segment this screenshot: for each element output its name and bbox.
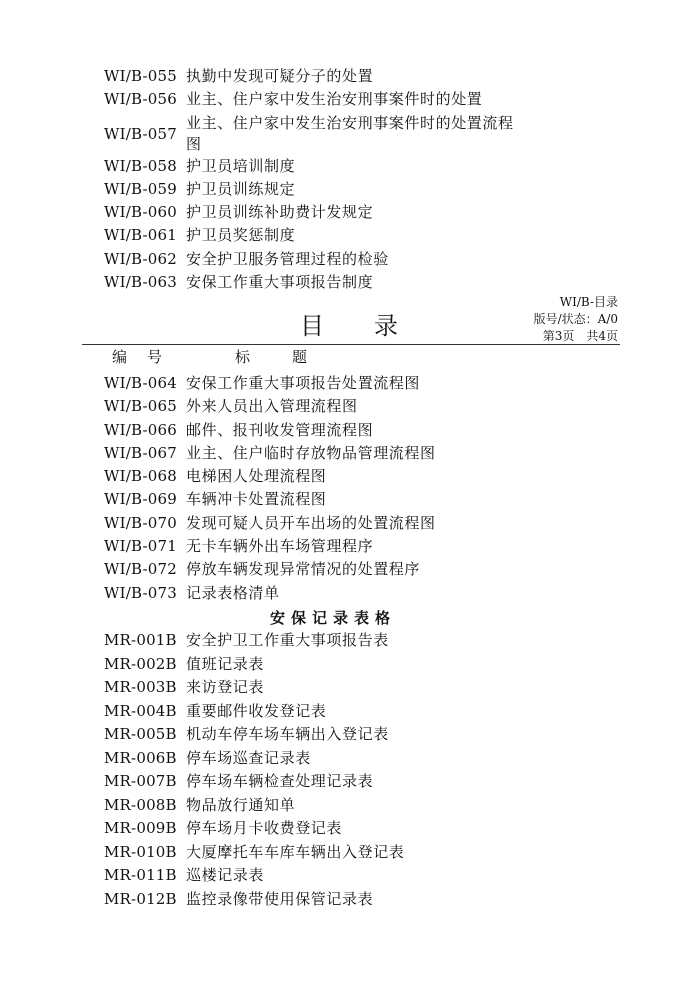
list-item — [104, 582, 436, 605]
page-title: 目录 — [300, 314, 448, 340]
item-title: 大厦摩托车车库车辆出入登记表 — [186, 842, 405, 861]
item-title: 车辆冲卡处置流程图 — [186, 490, 327, 509]
page-number: 第3页 共4页 — [542, 329, 618, 343]
item-code: WI/B-060 — [104, 203, 177, 222]
list-item — [104, 395, 436, 418]
item-title: 发现可疑人员开车出场的处置流程图 — [186, 513, 436, 532]
item-code: WI/B-059 — [104, 179, 177, 198]
item-code: WI/B-056 — [104, 90, 177, 109]
item-title: 电梯困人处理流程图 — [186, 467, 327, 486]
list-item — [104, 700, 404, 724]
item-title: 安全护卫工作重大事项报告表 — [186, 631, 389, 649]
item-title: 巡楼记录表 — [186, 866, 265, 884]
item-code: MR-003B — [104, 678, 177, 696]
item-title: 安全护卫服务管理过程的检验 — [186, 249, 389, 268]
list-item — [104, 747, 404, 771]
list-item — [104, 465, 436, 488]
item-title: 邮件、报刊收发管理流程图 — [186, 420, 374, 439]
item-code: MR-006B — [104, 748, 177, 767]
list-item — [104, 248, 526, 271]
item-code: WI/B-063 — [104, 273, 177, 292]
item-code: WI/B-065 — [104, 397, 177, 416]
item-title: 外来人员出入管理流程图 — [186, 397, 358, 416]
list-item — [104, 817, 404, 841]
list-item — [104, 488, 436, 511]
item-title: 护卫员奖惩制度 — [186, 226, 296, 245]
item-title: 重要邮件收发登记表 — [186, 701, 327, 720]
list-item — [104, 676, 404, 700]
item-title: 护卫员训练规定 — [186, 179, 296, 198]
list-item — [104, 224, 526, 247]
item-title: 停车场车辆检查处理记录表 — [186, 772, 374, 790]
item-title: 安保工作重大事项报告处置流程图 — [186, 374, 421, 392]
item-code: WI/B-064 — [104, 374, 177, 392]
list-item — [104, 65, 526, 88]
item-code: WI/B-061 — [104, 226, 177, 245]
item-code: WI/B-071 — [104, 537, 177, 556]
header-divider — [82, 344, 620, 345]
item-code: MR-012B — [104, 889, 177, 908]
item-code: MR-010B — [104, 842, 177, 861]
list-item — [104, 271, 526, 294]
item-code: MR-001B — [104, 631, 177, 649]
list-item — [104, 372, 436, 395]
list-item — [104, 512, 436, 535]
list-item — [104, 770, 404, 794]
section-title: 安保记录表格 — [270, 609, 397, 627]
item-title: 业主、住户临时存放物品管理流程图 — [186, 443, 436, 462]
item-title: 业主、住户家中发生治安刑事案件时的处置流程图 — [186, 113, 514, 153]
item-code: WI/B-070 — [104, 513, 177, 532]
item-title: 停放车辆发现异常情况的处置程序 — [186, 560, 421, 579]
item-code: WI/B-062 — [104, 249, 177, 268]
list-item — [104, 864, 404, 888]
item-title: 停车场巡查记录表 — [186, 748, 311, 767]
doc-code: WI/B-目录 — [559, 295, 618, 309]
procedure-list-top — [104, 65, 526, 294]
record-form-list — [104, 629, 404, 911]
list-item — [104, 155, 526, 178]
document-meta — [534, 294, 618, 345]
item-code: WI/B-069 — [104, 490, 177, 509]
item-title: 业主、住户家中发生治安刑事案件时的处置 — [186, 90, 483, 109]
item-title: 机动车停车场车辆出入登记表 — [186, 725, 389, 743]
list-item — [104, 442, 436, 465]
item-code: WI/B-073 — [104, 583, 177, 602]
item-code: MR-009B — [104, 819, 177, 837]
item-code: MR-005B — [104, 725, 177, 743]
item-title: 记录表格清单 — [186, 583, 280, 602]
item-title: 来访登记表 — [186, 678, 265, 696]
list-item — [104, 723, 404, 747]
list-item — [104, 201, 526, 224]
item-title: 护卫员训练补助费计发规定 — [186, 203, 374, 222]
list-item — [104, 888, 404, 912]
item-code: WI/B-055 — [104, 67, 177, 85]
item-code: MR-008B — [104, 795, 177, 814]
item-title: 无卡车辆外出车场管理程序 — [186, 537, 374, 556]
item-title: 物品放行通知单 — [186, 795, 296, 814]
column-header-number: 编号 — [112, 348, 183, 366]
item-code: WI/B-072 — [104, 560, 177, 579]
item-title: 值班记录表 — [186, 654, 265, 673]
item-code: MR-004B — [104, 701, 177, 720]
item-code: MR-002B — [104, 654, 177, 673]
item-code: MR-011B — [104, 866, 177, 884]
list-item — [104, 841, 404, 865]
list-item — [104, 794, 404, 818]
item-title: 安保工作重大事项报告制度 — [186, 273, 374, 292]
item-title: 护卫员培训制度 — [186, 156, 296, 175]
list-item — [104, 112, 526, 155]
list-item — [104, 629, 404, 653]
item-code: MR-007B — [104, 772, 177, 790]
item-title: 监控录像带使用保管记录表 — [186, 889, 374, 908]
list-item — [104, 419, 436, 442]
list-item — [104, 558, 436, 581]
list-item — [104, 653, 404, 677]
item-code: WI/B-067 — [104, 443, 177, 462]
version-status: 版号/状态：A/0 — [533, 312, 618, 326]
item-code: WI/B-058 — [104, 156, 177, 175]
list-item — [104, 178, 526, 201]
item-code: WI/B-057 — [104, 124, 177, 143]
item-code: WI/B-066 — [104, 420, 177, 439]
procedure-list-middle — [104, 372, 436, 605]
column-header-title: 标题 — [235, 348, 350, 366]
list-item — [104, 88, 526, 111]
list-item — [104, 535, 436, 558]
item-title: 停车场月卡收费登记表 — [186, 819, 343, 837]
item-code: WI/B-068 — [104, 467, 177, 486]
item-title: 执勤中发现可疑分子的处置 — [186, 67, 374, 85]
